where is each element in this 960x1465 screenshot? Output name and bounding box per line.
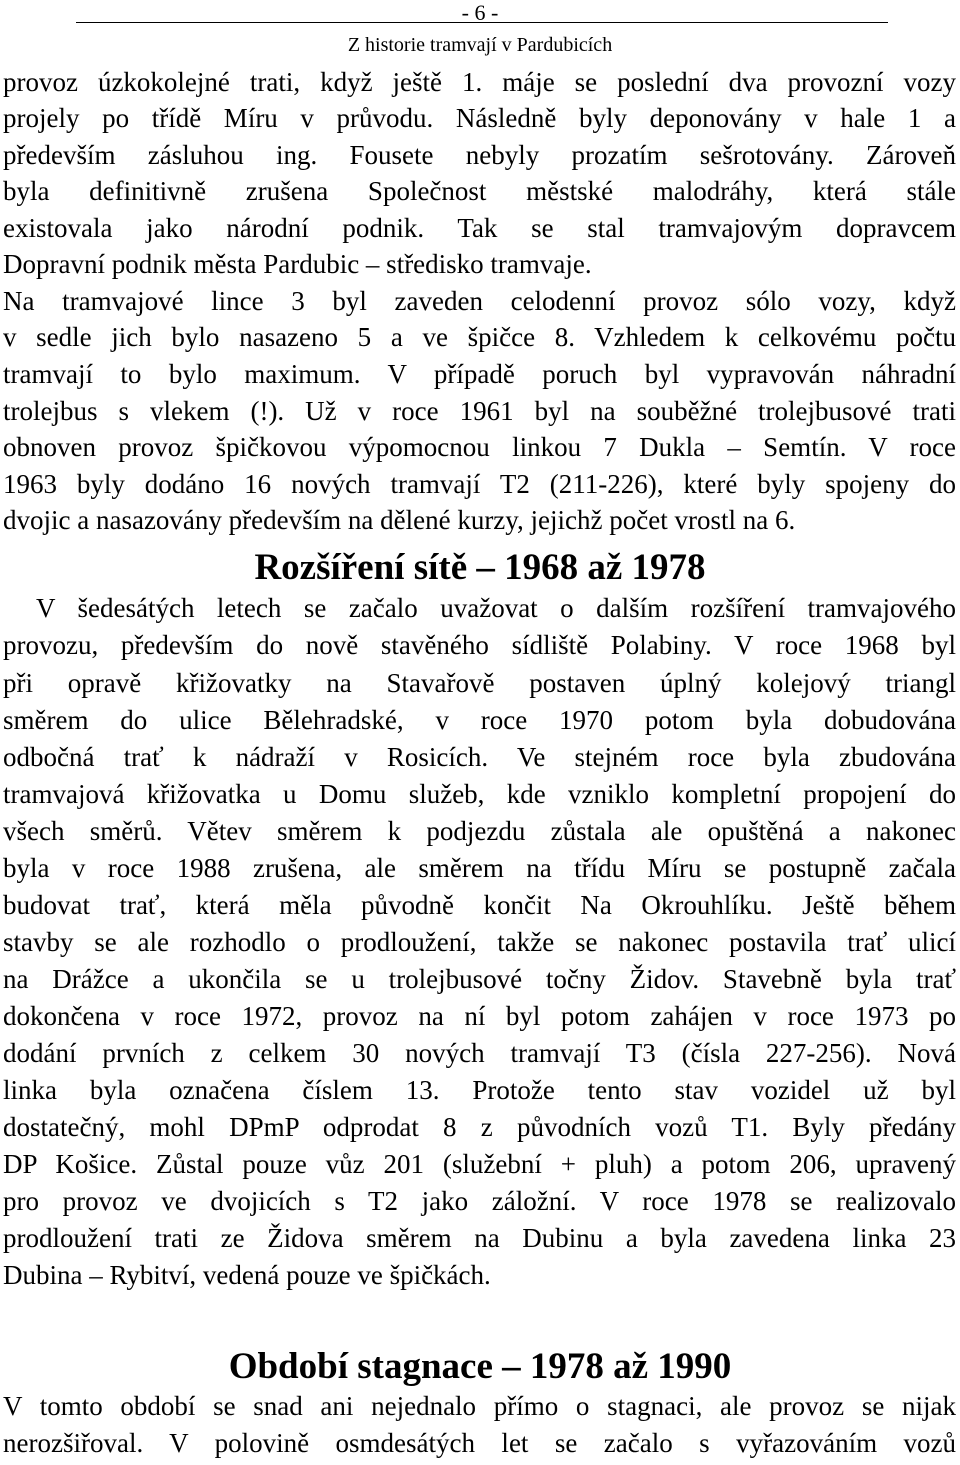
text-line: Dubina – Rybitví, vedená pouze ve špičkách. (3, 1260, 491, 1290)
text-line: byla definitivně zrušena Společnost městské malodráhy, která stále (3, 176, 956, 206)
text-line: odbočná trať k nádraží v Rosicích. Ve stejném roce byla zbudována (3, 742, 956, 772)
text-line: na Drážce a ukončila se u trolejbusové točny Židov. Stavebně byla trať (3, 964, 956, 994)
text-line: provoz úzkokolejné trati, když ještě 1. máje se poslední dva provozní vozy (3, 67, 956, 97)
text-line: dodání prvních z celkem 30 nových tramvají T3 (čísla 227-256). Nová (3, 1038, 956, 1068)
text-line: byla v roce 1988 zrušena, ale směrem na třídu Míru se postupně začala (3, 853, 956, 883)
text-line: směrem do ulice Bělehradské, v roce 1970 potom byla dobudována (3, 705, 956, 735)
text-line: stavby se ale rozhodlo o prodloužení, takže se nakonec postavila trať ulicí (3, 927, 956, 957)
text-line: především zásluhou ing. Fousete nebyly prozatím sešrotovány. Zároveň (3, 140, 956, 170)
page-number: - 6 - (461, 0, 499, 25)
running-title: Z historie tramvají v Pardubicích (347, 34, 613, 56)
text-line: nerozšiřoval. V polovině osmdesátých let se začalo s vyřazováním vozů (3, 1428, 956, 1458)
text-line: tramvajová křižovatka u Domu služeb, kde vzniklo kompletní propojení do (3, 779, 956, 809)
text-line: dostatečný, mohl DPmP odprodat 8 z původních vozů T1. Byly předány (3, 1112, 956, 1142)
text-line: prodloužení trati ze Židova směrem na Dubinu a byla zavedena linka 23 (3, 1223, 956, 1253)
section-heading-stagnation: Období stagnace – 1978 až 1990 (228, 1346, 732, 1387)
text-line: Dopravní podnik města Pardubic – středisko tramvaje. (3, 249, 592, 279)
header-rule (76, 22, 888, 23)
text-line: dvojic a nasazovány především na dělené kurzy, jejichž počet vrostl na 6. (3, 505, 796, 535)
section-heading-expansion: Rozšíření sítě – 1968 až 1978 (254, 547, 706, 588)
text-line: obnoven provoz špičkovou výpomocnou linkou 7 Dukla – Semtín. V roce (3, 432, 956, 462)
text-line: trolejbus s vlekem (!). Už v roce 1961 byl na souběžné trolejbusové trati (3, 396, 956, 426)
text-line: Na tramvajové lince 3 byl zaveden celodenní provoz sólo vozy, když (3, 286, 956, 316)
text-line: dokončena v roce 1972, provoz na ní byl potom zahájen v roce 1973 po (3, 1001, 956, 1031)
text-line: DP Košice. Zůstal pouze vůz 201 (služební + pluh) a potom 206, upravený (3, 1149, 956, 1179)
text-line: projely po třídě Míru v průvodu. Následně byly deponovány v hale 1 a (3, 103, 956, 133)
text-line: V tomto období se snad ani nejednalo přímo o stagnaci, ale provoz se nijak (3, 1391, 956, 1421)
text-line: 1963 byly dodáno 16 nových tramvají T2 (211-226), které byly spojeny do (3, 469, 956, 499)
text-line: existovala jako národní podnik. Tak se stal tramvajovým dopravcem (3, 213, 956, 243)
text-line: budovat trať, která měla původně končit Na Okrouhlíku. Ještě během (3, 890, 956, 920)
text-line: v sedle jich bylo nasazeno 5 a ve špičce 8. Vzhledem k celkovému počtu (3, 322, 956, 352)
text-line: V šedesátých letech se začalo uvažovat o dalším rozšíření tramvajového (36, 593, 956, 623)
text-line: tramvají to bylo maximum. V případě poruch byl vypravován náhradní (3, 359, 956, 389)
text-line: linka byla označena číslem 13. Protože tento stav vozidel už byl (3, 1075, 956, 1105)
text-line: všech směrů. Větev směrem k podjezdu zůstala ale opuštěná a nakonec (3, 816, 956, 846)
text-line: při opravě křižovatky na Stavařově postaven úplný kolejový triangl (3, 668, 956, 698)
text-line: provozu, především do nově stavěného sídliště Polabiny. V roce 1968 byl (3, 630, 956, 660)
text-line: pro provoz ve dvojicích s T2 jako záložní. V roce 1978 se realizovalo (3, 1186, 956, 1216)
